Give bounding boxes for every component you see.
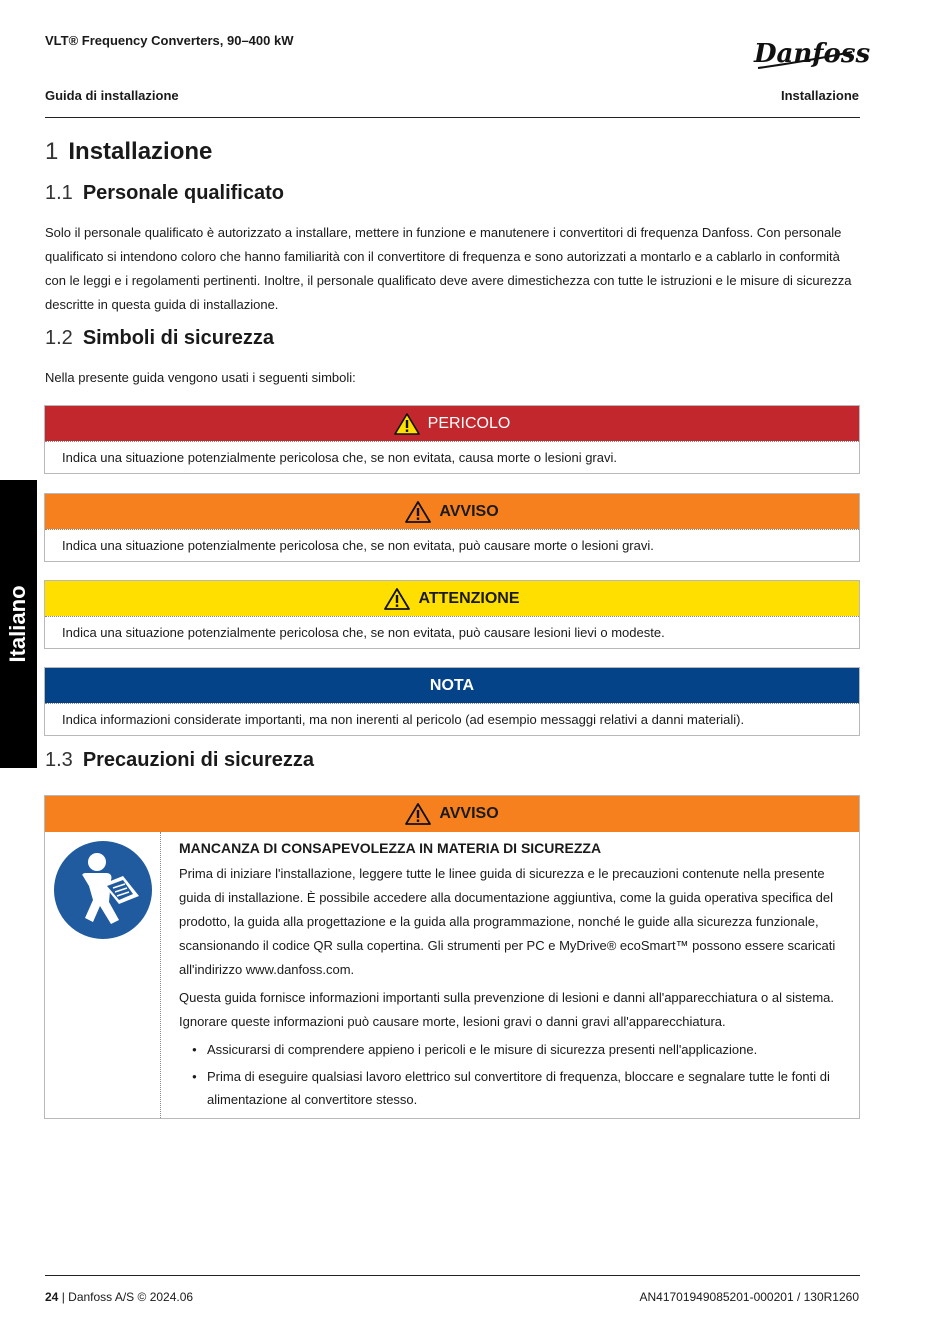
note-header	[45, 668, 859, 703]
document-title: VLT® Frequency Converters, 90–400 kW	[45, 33, 294, 48]
section-heading-qualified-personnel	[45, 182, 284, 205]
safety-symbols-intro: Nella presente guida vengono usati i seguenti simboli:	[45, 370, 356, 385]
caution-header	[45, 581, 859, 616]
caution-box	[44, 580, 860, 649]
language-tab-label: Italiano	[5, 585, 30, 663]
safety-warning-content	[179, 836, 849, 1115]
read-manual-icon	[53, 840, 153, 940]
qualified-personnel-paragraph: Solo il personale qualificato è autorizzato a installare, mettere in funzione e manutenere i convertitori di frequenza Danfoss. Con personale qualificato si intendono coloro che hanno familiarità con il convertitore di frequenza e sono autorizzati a montarlo e a cablarlo in conformità con le leggi e i regolamenti pertinenti. Inoltre, il personale qualificato deve avere dimestichezza con tutte le istruzioni e le misure di sicurezza descritte in questa guida di installazione.	[45, 225, 852, 312]
manual-icon-cell	[45, 832, 161, 1118]
chapter-heading	[45, 138, 212, 166]
footer-divider	[45, 1275, 860, 1276]
section-number: 1.1	[45, 182, 73, 204]
chapter-title: Installazione	[68, 138, 213, 165]
caution-label: ATTENZIONE	[418, 589, 520, 607]
section-title: Simboli di sicurezza	[82, 327, 274, 349]
safety-awareness-warning	[44, 795, 860, 1119]
footer-page-info	[45, 1290, 193, 1304]
warning-label: AVVISO	[439, 502, 499, 520]
warning-triangle-icon	[405, 501, 431, 523]
danger-label: PERICOLO	[427, 414, 511, 432]
safety-warning-paragraph-1: Prima di iniziare l'installazione, leggere tutte le linee guida di sicurezza e le precauzioni contenute nella presente guida di installazione. È possibile accedere alla documentazione aggiuntiva, come la guida operativa specifica del prodotto, la guida alla progettazione e la guida alla programmazione, nonché le guide alla sicurezza funzionale, scansionando il codice QR sulla copertina. Gli strumenti per PC e MyDrive® ecoSmart™ possono essere scaricati all'indirizzo www.danfoss.com.	[179, 866, 836, 977]
danger-description: Indica una situazione potenzialmente pericolosa che, se non evitata, causa morte o lesioni gravi.	[45, 441, 859, 473]
chapter-number: 1	[45, 138, 59, 165]
section-title: Personale qualificato	[82, 182, 284, 204]
list-item: ● Assicurarsi di comprendere appieno i pericoli e le misure di sicurezza presenti nell'applicazione.	[179, 1038, 849, 1061]
warning-description: Indica una situazione potenzialmente pericolosa che, se non evitata, può causare morte o lesioni gravi.	[45, 529, 859, 561]
safety-warning-paragraph-2: Questa guida fornisce informazioni importanti sulla prevenzione di lesioni e danni all'apparecchiatura o al sistema. Ignorare queste informazioni può causare morte, lesioni gravi o danni gravi all'apparecchiatura.	[179, 990, 835, 1029]
list-item: ● Prima di eseguire qualsiasi lavoro elettrico sul convertitore di frequenza, bloccare e segnalare tutte le fonti di alimentazione al convertitore stesso.	[179, 1065, 849, 1111]
section-heading-safety-symbols	[45, 327, 274, 350]
caution-description: Indica una situazione potenzialmente pericolosa che, se non evitata, può causare lesioni lievi o modeste.	[45, 616, 859, 648]
danger-box	[44, 405, 860, 474]
note-description: Indica informazioni considerate importanti, ma non inerenti al pericolo (ad esempio messaggi relativi a danni materiali).	[45, 703, 859, 735]
header-divider	[45, 117, 860, 118]
note-box	[44, 667, 860, 736]
note-label: NOTA	[429, 676, 475, 694]
safety-warning-title: MANCANZA DI CONSAPEVOLEZZA IN MATERIA DI SICUREZZA	[179, 840, 602, 856]
warning-triangle-icon	[394, 413, 420, 435]
section-number: 1.2	[45, 327, 73, 349]
safety-warning-label: AVVISO	[439, 805, 499, 822]
svg-text:Danfoss: Danfoss	[754, 39, 871, 69]
safety-warning-bullets	[179, 1038, 849, 1111]
page-number: 24	[45, 1290, 59, 1304]
danger-header	[45, 406, 859, 441]
warning-triangle-icon	[384, 588, 410, 610]
warning-header	[45, 494, 859, 529]
section-number: 1.3	[45, 749, 73, 771]
header-guide-name: Guida di installazione	[45, 88, 179, 103]
warning-triangle-icon	[405, 803, 431, 825]
footer-document-code: AN41701949085201-000201 / 130R1260	[639, 1290, 859, 1304]
section-heading-safety-precautions	[45, 749, 314, 772]
safety-warning-header	[45, 796, 859, 832]
danfoss-logo	[752, 34, 871, 76]
header-chapter-name: Installazione	[780, 88, 859, 103]
section-title: Precauzioni di sicurezza	[82, 749, 315, 771]
footer-company: | Danfoss A/S © 2024.06	[61, 1290, 194, 1304]
warning-box	[44, 493, 860, 562]
